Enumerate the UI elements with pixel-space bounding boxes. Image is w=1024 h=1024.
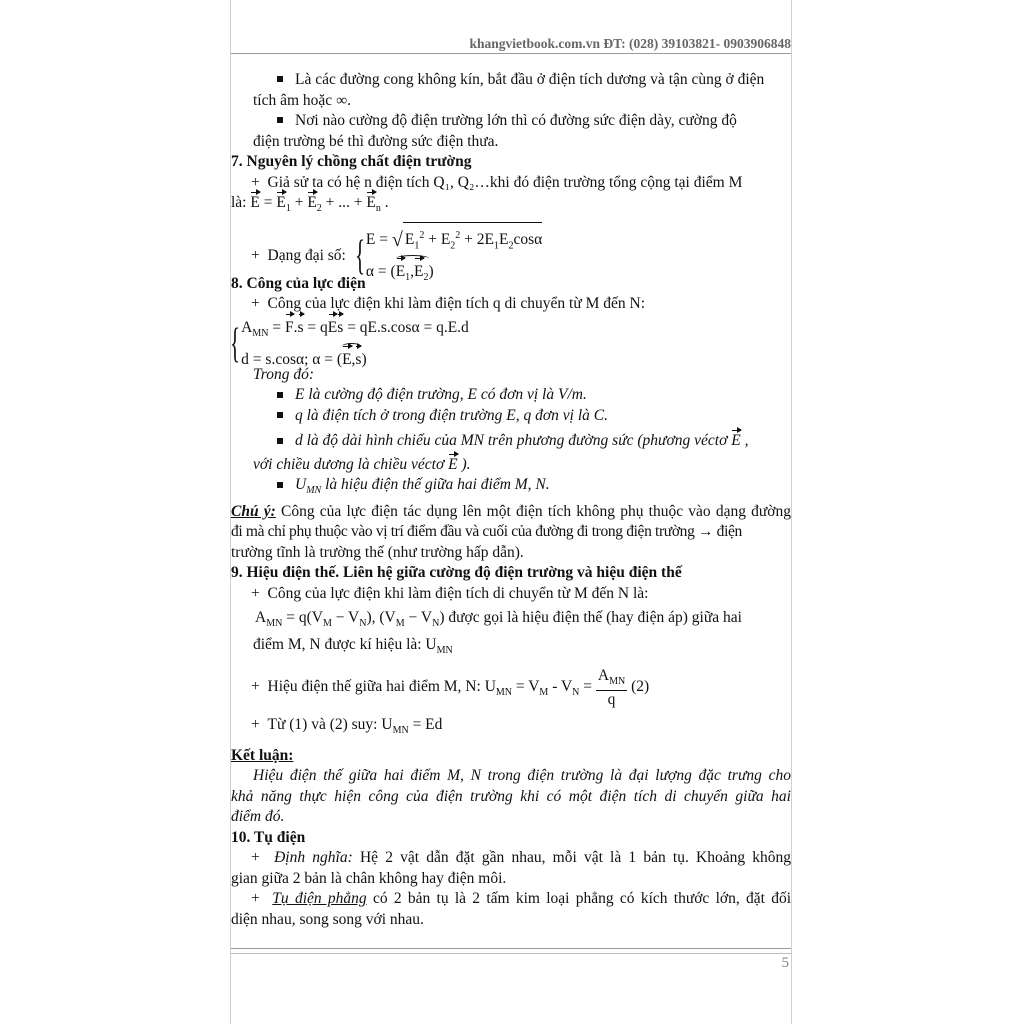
bullet-line: Là các đường cong không kín, bắt đầu ở điện tích dương và tận cùng ở điện — [231, 70, 791, 91]
footer-divider — [231, 953, 791, 954]
conclusion-line: khả năng thực hiện công của điện trường khi có một điện tích di chuyển giữa hai — [231, 787, 791, 805]
formula-vector-sum: là: $E = E_1 + E_2$ + ... + $E_n$ . — [231, 194, 389, 215]
text-line: với chiều dương là chiều véctơ E ). — [231, 455, 791, 476]
page-number: 5 — [781, 955, 789, 971]
text-line: + Công của lực điện khi làm điện tích q di chuyển từ M đến N: — [251, 295, 646, 313]
section-heading-9: 9. Hiệu điện thế. Liên hệ giữa cường độ điện trường và hiệu điện thế — [231, 564, 682, 582]
section-heading-7: 7. Nguyên lý chồng chất điện trường — [231, 153, 472, 170]
square-bullet-icon — [277, 392, 283, 398]
formula-umn-ed: + Từ (1) và (2) suy: $U_{MN} = Ed$ — [251, 716, 443, 737]
square-bullet-icon — [277, 412, 283, 418]
formula-algebraic: + Dạng đại số: { E = √ $E_1^2 + E_2^2 + 2E_1E_2\cos\alpha$ $\alpha = (E_1,E_2)$ — [231, 222, 791, 274]
text-line: + Tụ điện phẳng có 2 bản tụ là 2 tấm kim loại phẳng có kích thước lớn, đặt đối — [251, 890, 791, 908]
formula-work: { $A_{MN} = F.s$ = qEs = qE.s.cosα = q.E.d d = s.cosα; α = (E,s) — [231, 315, 791, 365]
note-line: Chú ý: Công của lực điện tác dụng lên một điện tích không phụ thuộc vào dạng đường — [231, 502, 791, 520]
square-bullet-icon — [277, 117, 283, 123]
formula-amn: $A_{MN} = q(V_M - V_N)$, $(V_M - V_N)$ được gọi là hiệu điện thế (hay điện áp) giữa hai — [255, 609, 742, 630]
note-line: đi mà chỉ phụ thuộc vào vị trí điểm đầu và cuối của đường đi trong điện trường → điện — [231, 523, 742, 541]
conclusion-line: Hiệu điện thế giữa hai điểm M, N trong điện trường là đại lượng đặc trưng cho — [253, 767, 791, 785]
text-line: + Định nghĩa: Hệ 2 vật dẫn đặt gần nhau, mỗi vật là 1 bản tụ. Khoảng không — [251, 849, 792, 867]
trong-do-label: Trong đó: — [253, 365, 315, 383]
conclusion-heading: Kết luận: — [231, 746, 294, 764]
conclusion-line: điểm đó. — [231, 808, 285, 826]
square-bullet-icon — [277, 438, 283, 444]
text-line: tích âm hoặc ∞. — [253, 91, 351, 109]
text-line: + Giả sử ta có hệ n điện tích Q₁, Q₂…khi đó điện trường tổng cộng tại điểm M — [251, 173, 743, 191]
header-divider — [231, 53, 791, 54]
bullet-line: q là điện tích ở trong điện trường E, q đơn vị là C. — [231, 406, 791, 427]
text-line: + Công của lực điện khi làm điện tích di chuyển từ M đến N là: — [251, 584, 649, 602]
text-line: điểm M, N được kí hiệu là: $U_{MN}$ — [253, 635, 453, 656]
section-heading-8: 8. Công của lực điện — [231, 274, 366, 292]
bullet-line: $U_{MN}$ là hiệu điện thế giữa hai điểm M, N. — [231, 475, 791, 502]
text-line: gian giữa 2 bản là chân không hay điện môi. — [231, 869, 507, 887]
bullet-line: Nơi nào cường độ điện trường lớn thì có đường sức điện dày, cường độ — [231, 111, 791, 132]
text-line: điện trường bé thì đường sức điện thưa. — [253, 132, 499, 150]
text-line: diện nhau, song song với nhau. — [231, 910, 424, 928]
page-content — [231, 70, 791, 930]
bullet-line: E là cường độ điện trường, E có đơn vị là V/m. — [231, 385, 791, 406]
bullet-line: d là độ dài hình chiếu của MN trên phương đường sức (phương véctơ E , — [231, 431, 791, 452]
square-bullet-icon — [277, 76, 283, 82]
square-bullet-icon — [277, 482, 283, 488]
formula-umn: + Hiệu điện thế giữa hai điểm M, N: $U_{MN} = V_M - V_N$ = $\frac{A_{MN}}{q}$ (2) — [251, 667, 650, 709]
book-page — [230, 0, 792, 1024]
note-line: trường tĩnh là trường thế (như trường hấp dẫn). — [231, 543, 524, 561]
page-header: khangvietbook.com.vn ĐT: (028) 39103821- 0903906848 — [469, 36, 791, 51]
section-heading-10: 10. Tụ điện — [231, 828, 306, 846]
